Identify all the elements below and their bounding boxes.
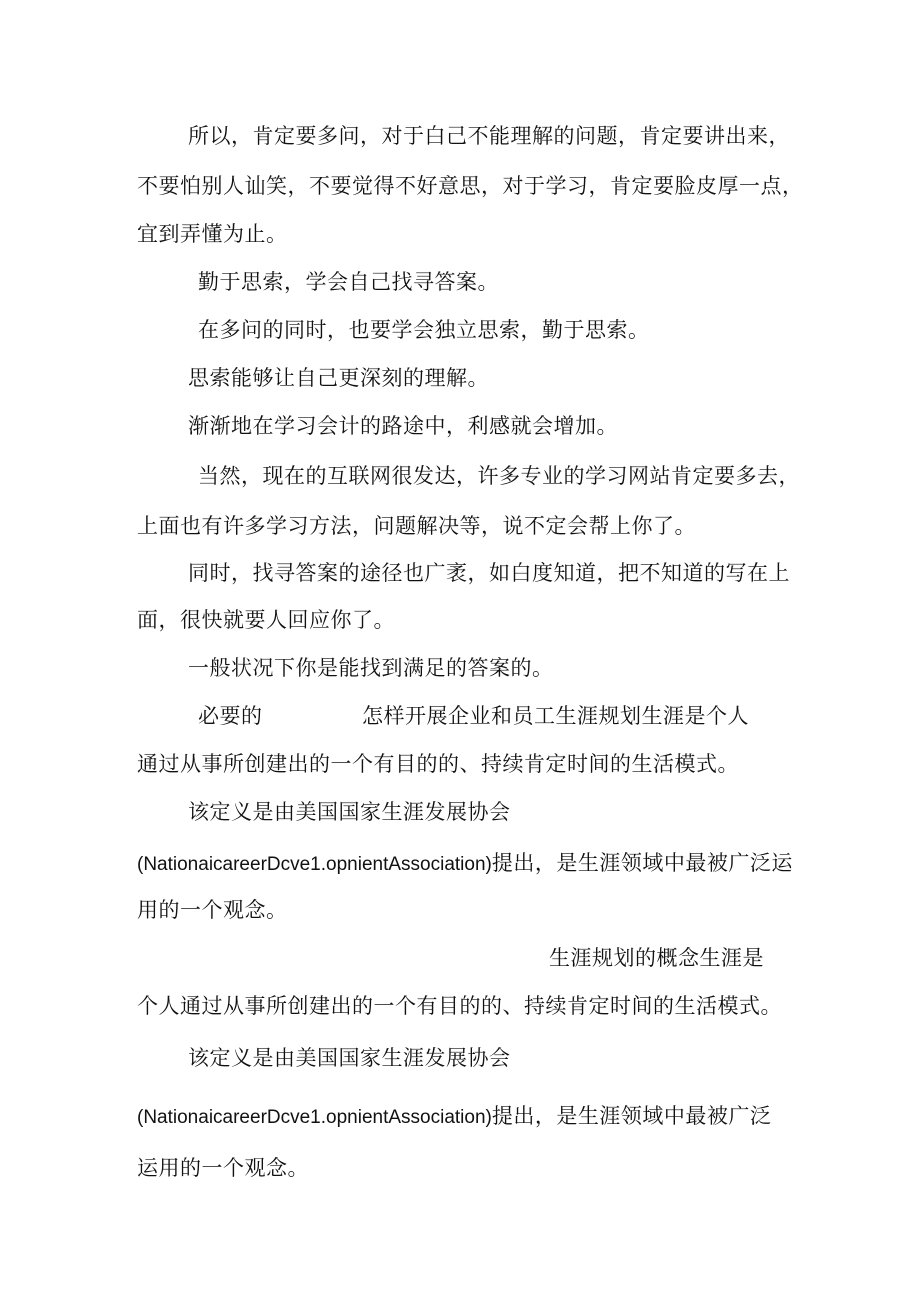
- paragraph-line: 思索能够让自己更深刻的理解。: [188, 366, 489, 390]
- paragraph-line: 在多问的同时，也要学会独立思索，勤于思索。: [198, 318, 650, 342]
- paragraph-line: 当然，现在的互联网很发达，许多专业的学习网站肯定要多去，: [198, 464, 800, 488]
- paragraph-line: 宜到弄懂为止。: [137, 222, 288, 246]
- latin-term: (NationaicareerDcve1.opnientAssociation): [137, 854, 492, 875]
- section-heading-line: 怎样开展企业和员工生涯规划生涯是个人: [362, 704, 749, 728]
- paragraph-line: [137, 1102, 771, 1132]
- paragraph-line: 一般状况下你是能找到满足的答案的。: [188, 656, 554, 680]
- paragraph-line: 运用的一个观念。: [137, 1156, 309, 1180]
- paragraph-text: 提出，是生涯领域中最被广泛运: [491, 851, 793, 875]
- latin-term: (NationaicareerDcve1.opnientAssociation): [137, 1107, 492, 1128]
- paragraph-line: 渐渐地在学习会计的路途中，利感就会增加。: [188, 414, 618, 438]
- paragraph-line: 所以，肯定要多问，对于白己不能理解的问题，肯定要讲出来，: [188, 124, 790, 148]
- paragraph-line: 用的一个观念。: [137, 898, 288, 922]
- paragraph-text: 提出，是生涯领域中最被广泛: [491, 1104, 772, 1128]
- paragraph-line: 同时，找寻答案的途径也广袤，如白度知道，把不知道的写在上: [188, 561, 790, 585]
- paragraph-line: 个人通过从事所创建出的一个有目的的、持续肯定时间的生活模式。: [137, 994, 782, 1018]
- paragraph-line: [137, 849, 793, 879]
- paragraph-line: 面，很快就要人回应你了。: [137, 608, 395, 632]
- paragraph-line: 不要怕别人讪笑，不要觉得不好意思，对于学习，肯定要脸皮厚一点，: [137, 174, 804, 198]
- paragraph-line: 通过从事所创建出的一个有目的的、持续肯定时间的生活模式。: [137, 752, 739, 776]
- section-heading-line: 生涯规划的概念生涯是: [549, 946, 764, 970]
- paragraph-line: 该定义是由美国国家生涯发展协会: [188, 800, 511, 824]
- paragraph-line: 勤于思索，学会自己找寻答案。: [198, 270, 499, 294]
- paragraph-line: 必要的: [198, 704, 263, 728]
- paragraph-line: 该定义是由美国国家生涯发展协会: [188, 1046, 511, 1070]
- paragraph-line: 上面也有许多学习方法，问题解决等，说不定会帮上你了。: [137, 514, 696, 538]
